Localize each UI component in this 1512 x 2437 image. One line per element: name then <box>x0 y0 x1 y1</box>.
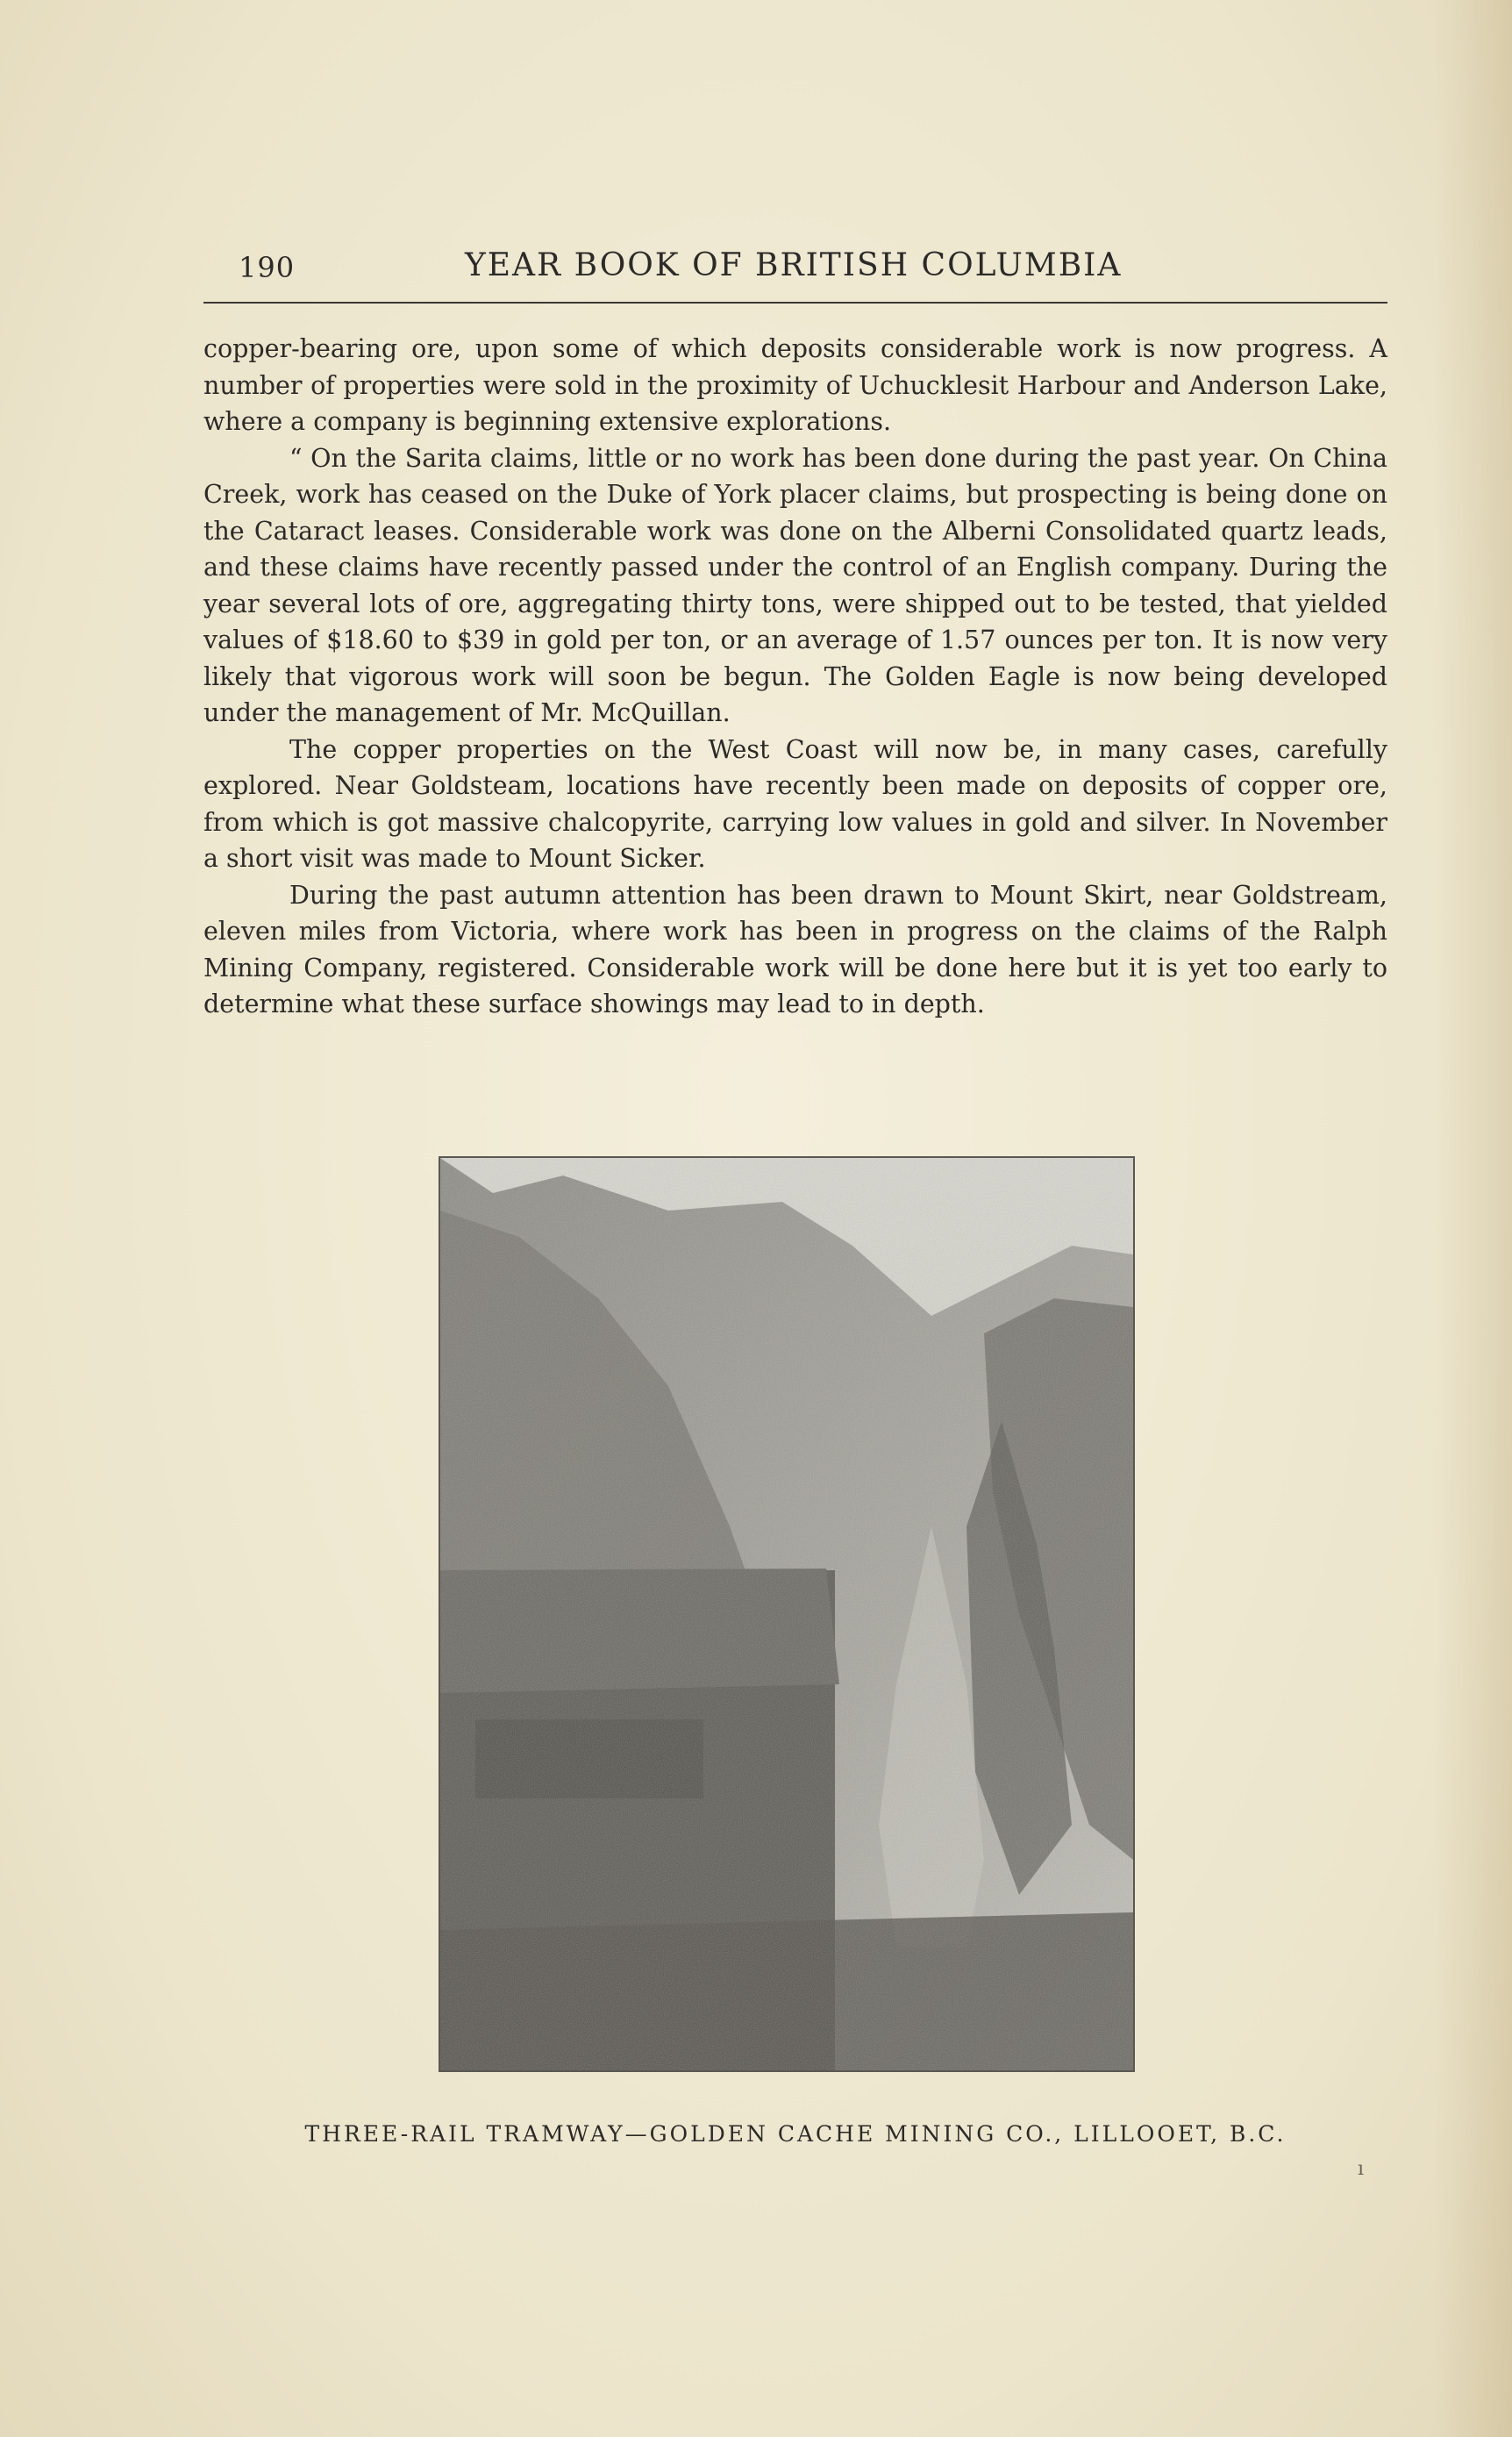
body-text <box>203 331 1387 1023</box>
header-rule <box>203 302 1387 304</box>
paragraph-4: During the past autumn attention has been drawn to Mount Skirt, near Goldstream, eleven miles from Victoria, where work has been in progress on the claims of the Ralph Mining Company, registered. Considerable work will be done here but it is yet too early to determine what these surface showings may lead to in depth. <box>203 880 1387 1018</box>
photo-mountain-tramway <box>440 1158 1133 2070</box>
figure-caption: THREE-RAIL TRAMWAY—GOLDEN CACHE MINING CO., LILLOOET, B.C. <box>304 2121 1287 2147</box>
stray-ink-mark: ı <box>1358 2158 1365 2180</box>
running-title: YEAR BOOK OF BRITISH COLUMBIA <box>465 247 1123 283</box>
paragraph-1: copper-bearing ore, upon some of which deposits considerable work is now progress. A number of properties were sold in the proximity of Uchucklesit Harbour and Anderson Lake, where a company is beginning extensive explorations. <box>203 334 1387 436</box>
page-number: 190 <box>239 251 296 284</box>
halftone-photograph <box>439 1156 1135 2072</box>
paragraph-2: “ On the Sarita claims, little or no work has been done during the past year. On China Creek, work has ceased on the Duke of York placer claims, but prospecting is being done on the Cataract leases. Considerable work was done on the Alberni Consolidated quartz leads, and these claims have recently passed under the control of an English company. During the year several lots of ore, aggregating thirty tons, were shipped out to be tested, that yielded values of $18.60 to $39 in gold per ton, or an average of 1.57 ounces per ton. It is now very likely that vigorous work will soon be begun. The Golden Eagle is now being developed under the management of Mr. McQuillan. <box>203 443 1387 727</box>
page-edge-shadow <box>1433 0 1512 2437</box>
paragraph-3: The copper properties on the West Coast will now be, in many cases, carefully explored. Near Goldsteam, locations have recently been made on deposits of copper ore, from which is got massive chalcopyrite, carrying low values in gold and silver. In November a short visit was made to Mount Sicker. <box>203 734 1387 873</box>
page-header <box>203 247 1387 298</box>
